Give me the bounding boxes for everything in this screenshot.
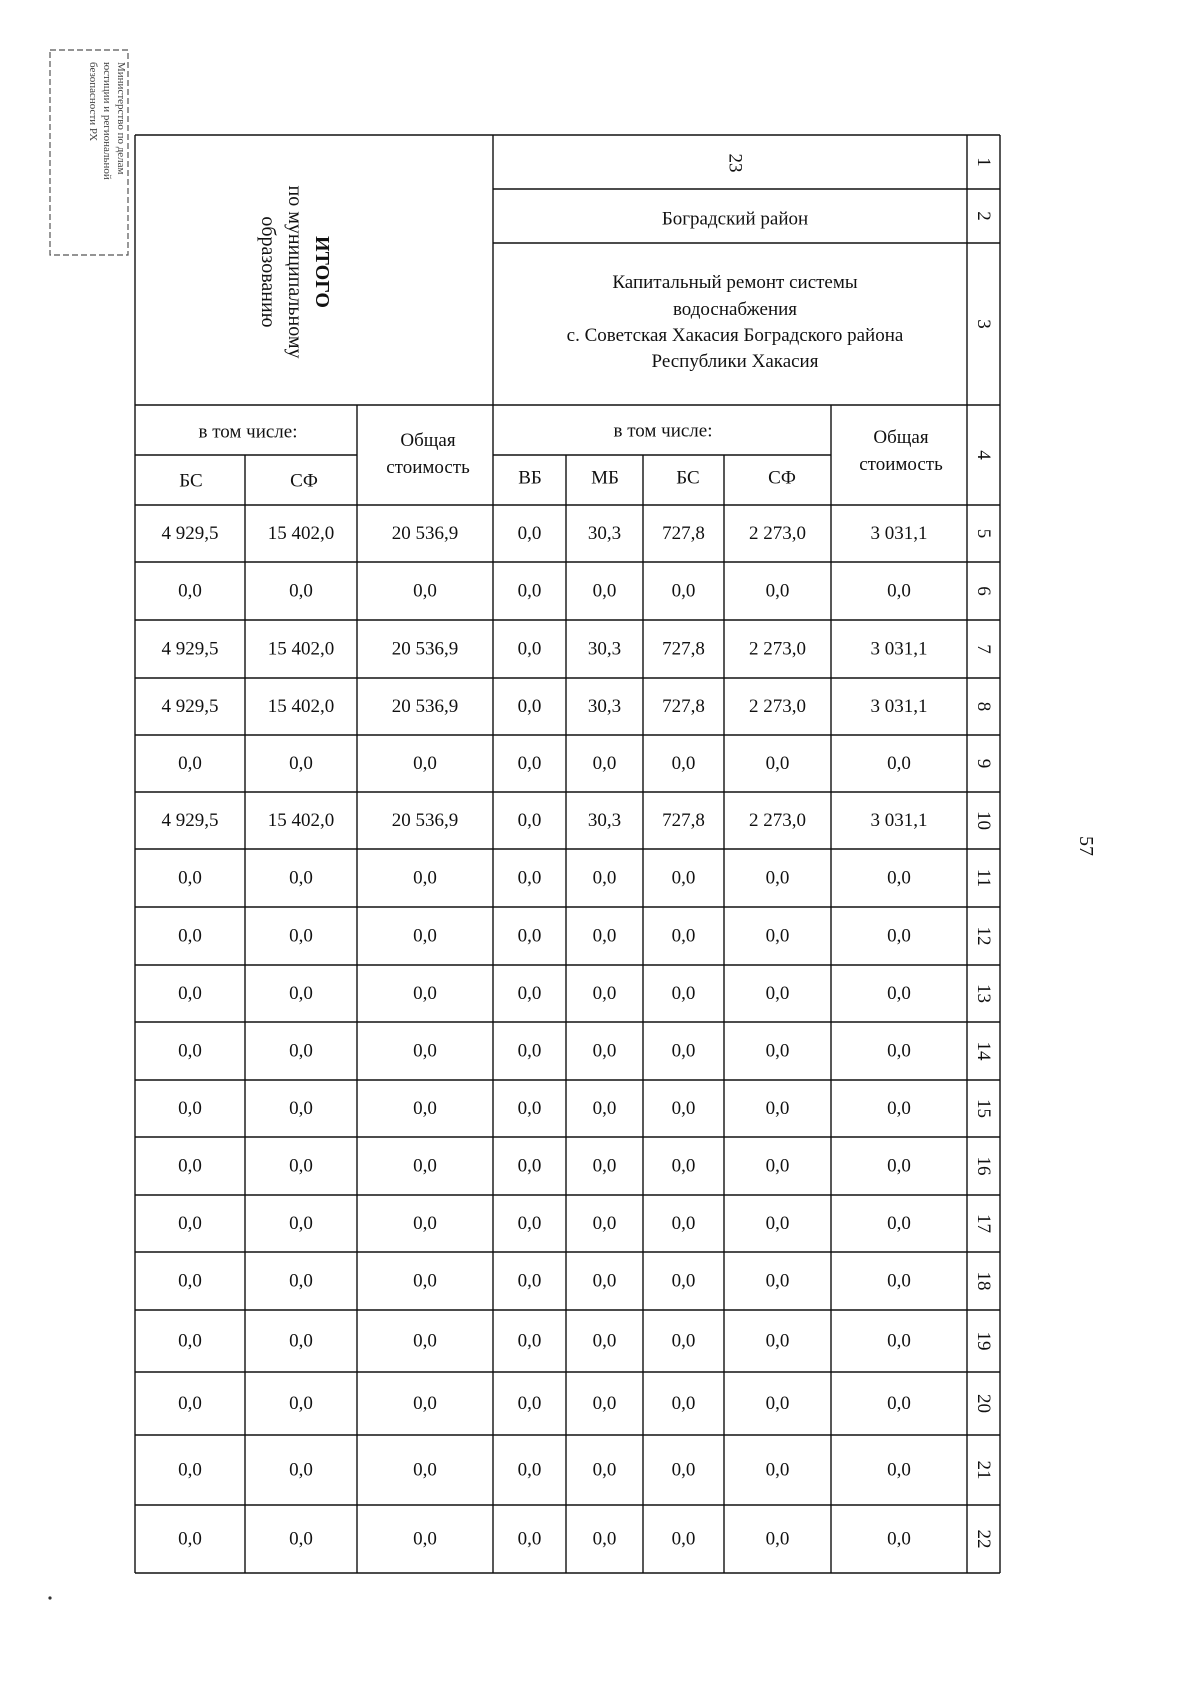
table-cell-p-vb: 0,0 bbox=[517, 753, 542, 774]
table-cell-t-bs: 0,0 bbox=[178, 867, 202, 889]
table-cell-t-sf: 0,0 bbox=[289, 867, 313, 889]
column-index-number: 21 bbox=[973, 1460, 994, 1480]
table-cell-p-vb: 0,0 bbox=[517, 1330, 542, 1352]
table-cell-p-total: 0,0 bbox=[887, 1098, 911, 1119]
table-cell-p-bs: 0,0 bbox=[671, 1459, 696, 1481]
table-cell-p-total: 0,0 bbox=[887, 1213, 911, 1234]
table-cell-t-sf: 0,0 bbox=[289, 983, 313, 1004]
table-cell-p-total: 0,0 bbox=[887, 867, 911, 889]
table-cell-p-bs: 0,0 bbox=[671, 1393, 696, 1414]
page-number: 57 bbox=[1075, 836, 1097, 856]
total-total-cost-2: стоимость bbox=[386, 457, 470, 478]
table-cell-p-mb: 0,0 bbox=[592, 753, 617, 774]
table-cell-p-bs: 727,8 bbox=[662, 638, 705, 660]
table-cell-p-vb: 0,0 bbox=[517, 983, 542, 1004]
table-cell-t-total: 20 536,9 bbox=[391, 696, 459, 717]
table-cell-t-bs: 0,0 bbox=[178, 1155, 202, 1177]
column-index-number: 10 bbox=[973, 811, 994, 830]
table-cell-t-sf: 0,0 bbox=[289, 1393, 313, 1414]
table-cell-p-total: 0,0 bbox=[887, 925, 911, 947]
table-cell-t-total: 0,0 bbox=[413, 1270, 437, 1292]
table-cell-p-mb: 0,0 bbox=[592, 580, 617, 602]
project-mb-header: МБ bbox=[591, 467, 619, 489]
table-cell-t-total: 0,0 bbox=[413, 1040, 437, 1062]
table-cell-t-sf: 0,0 bbox=[289, 1459, 313, 1481]
table-cell-t-bs: 0,0 bbox=[178, 1098, 202, 1119]
table-cell-p-sf: 0,0 bbox=[765, 580, 790, 602]
column-index-number: 9 bbox=[973, 758, 994, 769]
column-index-number: 15 bbox=[973, 1099, 994, 1118]
project-number: 23 bbox=[724, 153, 746, 173]
table-cell-p-bs: 0,0 bbox=[671, 983, 696, 1004]
table-cell-p-mb: 0,0 bbox=[592, 1528, 617, 1550]
table-cell-p-mb: 0,0 bbox=[592, 1155, 617, 1177]
table-cell-p-bs: 0,0 bbox=[671, 1040, 696, 1062]
table-cell-t-bs: 0,0 bbox=[178, 1459, 202, 1481]
column-index-number: 18 bbox=[973, 1271, 994, 1291]
table-cell-p-vb: 0,0 bbox=[517, 638, 542, 660]
project-title-1: Капитальный ремонт системы bbox=[612, 272, 858, 293]
table-cell-p-bs: 727,8 bbox=[662, 810, 705, 831]
table-cell-t-bs: 0,0 bbox=[178, 983, 202, 1004]
table-cell-p-bs: 0,0 bbox=[671, 580, 696, 602]
table-cell-p-sf: 0,0 bbox=[765, 1459, 790, 1481]
total-sf-header: СФ bbox=[290, 470, 318, 492]
table-cell-t-total: 0,0 bbox=[413, 867, 437, 889]
project-incl-label: в том числе: bbox=[613, 420, 713, 442]
table-cell-p-mb: 0,0 bbox=[592, 1213, 617, 1234]
table-cell-p-bs: 727,8 bbox=[662, 523, 705, 544]
stamp-line-2: юстиции и региональной bbox=[101, 62, 113, 180]
table-cell-t-sf: 0,0 bbox=[289, 925, 313, 947]
table-cell-p-total: 0,0 bbox=[887, 580, 911, 602]
table-cell-p-sf: 2 273,0 bbox=[749, 638, 806, 660]
column-index-number: 16 bbox=[973, 1156, 994, 1176]
table-cell-t-total: 0,0 bbox=[413, 1098, 437, 1119]
table-cell-p-sf: 0,0 bbox=[765, 1270, 790, 1292]
table-cell-p-total: 0,0 bbox=[887, 1393, 911, 1414]
table-cell-p-sf: 0,0 bbox=[765, 983, 790, 1004]
table-cell-t-sf: 15 402,0 bbox=[267, 638, 335, 660]
column-index-number: 7 bbox=[973, 644, 994, 654]
table-cell-t-total: 0,0 bbox=[413, 1459, 437, 1481]
table-cell-p-vb: 0,0 bbox=[517, 523, 542, 544]
table-cell-p-total: 3 031,1 bbox=[870, 810, 928, 831]
table-cell-p-sf: 2 273,0 bbox=[749, 696, 806, 717]
table-cell-p-vb: 0,0 bbox=[517, 1213, 542, 1234]
column-index-number: 12 bbox=[973, 926, 994, 946]
table-header bbox=[179, 154, 943, 492]
total-incl-label: в том числе: bbox=[198, 421, 298, 443]
table-cell-t-sf: 0,0 bbox=[289, 1330, 313, 1352]
total-title-1: ИТОГО bbox=[311, 236, 333, 308]
table-cell-p-vb: 0,0 bbox=[517, 1528, 542, 1550]
table-cell-t-sf: 0,0 bbox=[289, 1528, 313, 1550]
project-vb-header: ВБ bbox=[518, 467, 542, 489]
table-cell-t-sf: 0,0 bbox=[289, 580, 313, 602]
stamp-line-1: Министерство по делам bbox=[115, 62, 127, 175]
table-cell-p-total: 3 031,1 bbox=[870, 638, 928, 660]
table-cell-p-vb: 0,0 bbox=[517, 1040, 542, 1062]
table-cell-t-sf: 0,0 bbox=[289, 1098, 313, 1119]
table-cell-p-total: 0,0 bbox=[887, 1459, 911, 1481]
table-cell-p-total: 0,0 bbox=[887, 983, 911, 1004]
table-cell-p-vb: 0,0 bbox=[517, 1459, 542, 1481]
table-cell-t-bs: 0,0 bbox=[178, 1270, 202, 1292]
table-cell-t-sf: 0,0 bbox=[289, 1040, 313, 1062]
table-cell-p-vb: 0,0 bbox=[517, 810, 542, 831]
total-title-2: по муниципальному bbox=[284, 185, 306, 359]
table-cell-p-sf: 0,0 bbox=[765, 1040, 790, 1062]
table-cell-t-sf: 0,0 bbox=[289, 1213, 313, 1234]
column-index-strip bbox=[973, 157, 994, 1548]
project-bs-header: БС bbox=[676, 467, 700, 489]
table-cell-p-bs: 0,0 bbox=[671, 867, 696, 889]
table-cell-t-total: 0,0 bbox=[413, 1213, 437, 1234]
table-cell-p-mb: 0,0 bbox=[592, 925, 617, 947]
scan-dot bbox=[48, 1596, 51, 1599]
column-index-number: 22 bbox=[973, 1529, 994, 1549]
table-cell-p-mb: 0,0 bbox=[592, 1040, 617, 1062]
table-cell-p-total: 0,0 bbox=[887, 753, 911, 774]
column-index-number: 11 bbox=[973, 868, 994, 888]
table-cell-p-vb: 0,0 bbox=[517, 1098, 542, 1119]
table-cell-p-total: 3 031,1 bbox=[870, 696, 928, 717]
table-cell-t-bs: 0,0 bbox=[178, 753, 202, 774]
table-cell-t-sf: 0,0 bbox=[289, 753, 313, 774]
table-cell-t-bs: 4 929,5 bbox=[161, 523, 219, 544]
table-cell-p-total: 0,0 bbox=[887, 1040, 911, 1062]
table-cell-t-sf: 0,0 bbox=[289, 1270, 313, 1292]
district-name: Боградский район bbox=[661, 208, 809, 230]
table-cell-t-bs: 0,0 bbox=[178, 1528, 202, 1550]
table-cell-p-total: 0,0 bbox=[887, 1155, 911, 1177]
column-index-number: 6 bbox=[973, 586, 994, 596]
table-cell-p-sf: 0,0 bbox=[765, 1155, 790, 1177]
table-cell-t-bs: 0,0 bbox=[178, 925, 202, 947]
table-cell-p-total: 0,0 bbox=[887, 1330, 911, 1352]
total-bs-header: БС bbox=[179, 470, 203, 492]
table-cell-p-total: 0,0 bbox=[887, 1270, 911, 1292]
table-cell-p-vb: 0,0 bbox=[517, 696, 542, 717]
table-cell-t-total: 20 536,9 bbox=[391, 523, 459, 544]
table-cell-p-vb: 0,0 bbox=[517, 1393, 542, 1414]
table-cell-t-bs: 0,0 bbox=[178, 580, 202, 602]
column-index-number: 19 bbox=[973, 1331, 994, 1351]
table-cell-p-bs: 0,0 bbox=[671, 1155, 696, 1177]
table-cell-t-total: 0,0 bbox=[413, 925, 437, 947]
table-cell-t-total: 0,0 bbox=[413, 1528, 437, 1550]
table-cell-t-bs: 4 929,5 bbox=[161, 696, 219, 717]
table-cell-t-sf: 0,0 bbox=[289, 1155, 313, 1177]
table-cell-p-mb: 30,3 bbox=[587, 638, 622, 660]
stamp-line-3: безопасности РХ bbox=[87, 62, 99, 142]
table-cell-t-total: 0,0 bbox=[413, 1330, 437, 1352]
table-cell-t-bs: 0,0 bbox=[178, 1040, 202, 1062]
table-cell-p-vb: 0,0 bbox=[517, 1270, 542, 1292]
column-index-number: 1 bbox=[973, 157, 994, 167]
table-cell-p-sf: 0,0 bbox=[765, 1098, 790, 1119]
table-cell-t-total: 20 536,9 bbox=[391, 638, 459, 660]
table-cell-t-total: 0,0 bbox=[413, 983, 437, 1004]
table-cell-t-bs: 4 929,5 bbox=[161, 810, 219, 831]
budget-table bbox=[135, 135, 1000, 1573]
table-cell-p-total: 0,0 bbox=[887, 1528, 911, 1550]
table-cell-p-bs: 0,0 bbox=[671, 1330, 696, 1352]
column-index-number: 2 bbox=[973, 211, 994, 221]
project-title-4: Республики Хакасия bbox=[651, 351, 819, 372]
table-cell-p-bs: 0,0 bbox=[671, 1098, 696, 1119]
table-cell-p-bs: 0,0 bbox=[671, 753, 696, 774]
table-cell-p-sf: 0,0 bbox=[765, 1213, 790, 1234]
table-cell-p-bs: 0,0 bbox=[671, 925, 696, 947]
table-cell-t-bs: 4 929,5 bbox=[161, 638, 219, 660]
project-title-2: водоснабжения bbox=[672, 299, 798, 320]
table-cell-p-sf: 0,0 bbox=[765, 925, 790, 947]
column-index-number: 8 bbox=[973, 701, 994, 712]
table-cell-t-bs: 0,0 bbox=[178, 1393, 202, 1414]
project-total-cost-1: Общая bbox=[873, 427, 929, 448]
table-cell-p-bs: 727,8 bbox=[662, 696, 705, 717]
table-cell-p-sf: 0,0 bbox=[765, 1393, 790, 1414]
table-cell-p-mb: 30,3 bbox=[587, 810, 622, 831]
table-cell-p-mb: 0,0 bbox=[592, 867, 617, 889]
table-cell-p-sf: 2 273,0 bbox=[749, 523, 806, 544]
total-total-cost-1: Общая bbox=[400, 430, 456, 451]
project-title-3: с. Советская Хакасия Боградского района bbox=[566, 325, 904, 346]
table-cell-p-sf: 0,0 bbox=[765, 753, 790, 774]
table-cell-t-total: 0,0 bbox=[413, 753, 437, 774]
table-cell-p-mb: 0,0 bbox=[592, 1098, 617, 1119]
table-cell-p-vb: 0,0 bbox=[517, 925, 542, 947]
table-cell-p-mb: 0,0 bbox=[592, 1330, 617, 1352]
table-cell-p-total: 3 031,1 bbox=[870, 523, 928, 544]
column-index-number: 4 bbox=[973, 450, 994, 460]
table-cell-t-sf: 15 402,0 bbox=[267, 696, 335, 717]
table-cell-p-vb: 0,0 bbox=[517, 867, 542, 889]
column-index-number: 17 bbox=[973, 1214, 994, 1233]
table-cell-p-mb: 30,3 bbox=[587, 696, 622, 717]
table-cell-t-sf: 15 402,0 bbox=[267, 810, 335, 831]
table-body bbox=[162, 523, 928, 1550]
table-cell-t-total: 0,0 bbox=[413, 1155, 437, 1177]
project-sf-header: СФ bbox=[768, 467, 796, 489]
table-cell-p-sf: 2 273,0 bbox=[749, 810, 806, 831]
table-cell-p-vb: 0,0 bbox=[517, 580, 542, 602]
column-index-number: 20 bbox=[973, 1394, 994, 1413]
table-cell-t-total: 0,0 bbox=[413, 580, 437, 602]
total-title-3: образованию bbox=[257, 216, 279, 328]
table-cell-p-mb: 0,0 bbox=[592, 983, 617, 1004]
column-index-number: 13 bbox=[973, 984, 994, 1003]
column-index-number: 5 bbox=[973, 528, 994, 539]
table-cell-p-vb: 0,0 bbox=[517, 1155, 542, 1177]
table-cell-p-mb: 0,0 bbox=[592, 1270, 617, 1292]
table-cell-t-sf: 15 402,0 bbox=[267, 523, 335, 544]
table-cell-p-bs: 0,0 bbox=[671, 1270, 696, 1292]
table-cell-t-bs: 0,0 bbox=[178, 1213, 202, 1234]
table-cell-p-mb: 30,3 bbox=[587, 523, 622, 544]
table-cell-p-bs: 0,0 bbox=[671, 1213, 696, 1234]
table-cell-t-total: 0,0 bbox=[413, 1393, 437, 1414]
table-cell-p-mb: 0,0 bbox=[592, 1459, 617, 1481]
stamp bbox=[50, 50, 128, 255]
column-index-number: 3 bbox=[973, 319, 994, 329]
table-cell-t-total: 20 536,9 bbox=[391, 810, 459, 831]
project-total-cost-2: стоимость bbox=[859, 454, 943, 475]
table-cell-p-sf: 0,0 bbox=[765, 867, 790, 889]
table-cell-t-bs: 0,0 bbox=[178, 1330, 202, 1352]
table-cell-p-sf: 0,0 bbox=[765, 1528, 790, 1550]
table-cell-p-sf: 0,0 bbox=[765, 1330, 790, 1352]
table-cell-p-mb: 0,0 bbox=[592, 1393, 617, 1414]
table-cell-p-bs: 0,0 bbox=[671, 1528, 696, 1550]
column-index-number: 14 bbox=[973, 1041, 994, 1061]
